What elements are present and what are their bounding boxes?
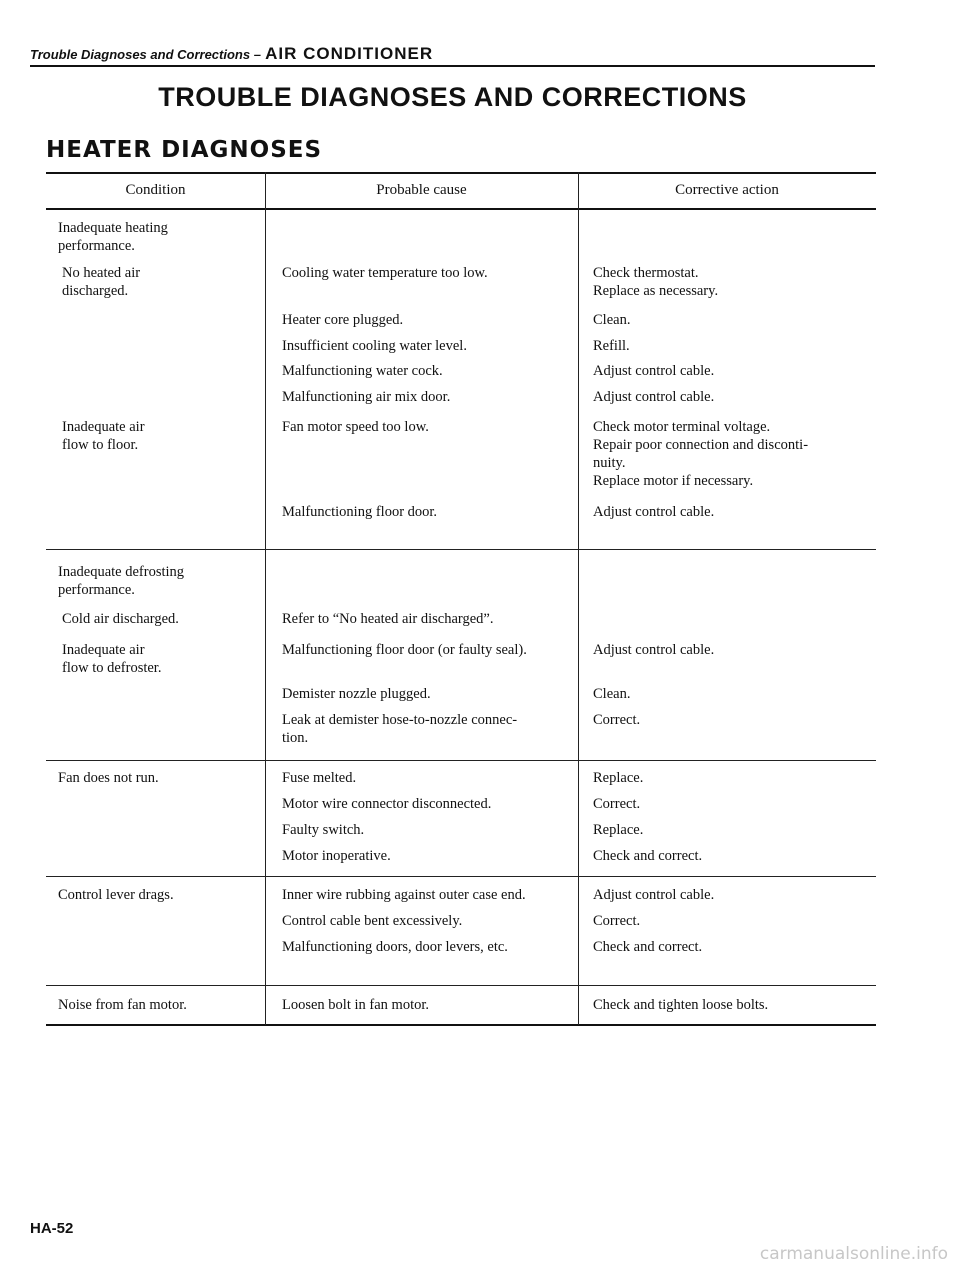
action-item: Refill.	[593, 338, 630, 354]
action-item: Replace.	[593, 770, 644, 786]
cause-item: Motor inoperative.	[282, 848, 391, 864]
table-top-rule	[46, 172, 876, 174]
header-rule	[30, 65, 875, 67]
cause-item: Insufficient cooling water level.	[282, 338, 467, 354]
section-title: HEATER DIAGNOSES	[46, 137, 323, 163]
cause-item: Inner wire rubbing against outer case end.	[282, 887, 526, 903]
action-item: Correct.	[593, 712, 641, 728]
cause-item: Malfunctioning air mix door.	[282, 389, 451, 405]
action-item: Adjust control cable.	[593, 887, 715, 903]
condition-fan-not-run: Fan does not run.	[58, 770, 159, 786]
action-item: Clean.	[593, 312, 631, 328]
action-item: Clean.	[593, 686, 631, 702]
condition-heating: Inadequate heating performance.	[58, 220, 168, 254]
column-divider	[578, 172, 579, 1025]
table-header-rule	[46, 208, 876, 210]
running-head	[30, 44, 433, 64]
cause-item: Demister nozzle plugged.	[282, 686, 431, 702]
row-divider	[46, 549, 876, 550]
header-condition: Condition	[125, 182, 186, 198]
cause-item: Motor wire connector disconnected.	[282, 796, 492, 812]
running-head-section: Trouble Diagnoses and Corrections –	[30, 47, 261, 62]
watermark: carmanualsonline.info	[759, 1244, 948, 1264]
cause-item: Faulty switch.	[282, 822, 365, 838]
cause-item: Leak at demister hose-to-nozzle connec- tion.	[282, 712, 518, 746]
cause-item: Malfunctioning floor door (or faulty seal).	[282, 642, 527, 658]
action-item: Adjust control cable.	[593, 642, 715, 658]
running-head-chapter: AIR CONDITIONER	[265, 44, 434, 63]
condition-lever-drags: Control lever drags.	[58, 887, 174, 903]
cause-item: Control cable bent excessively.	[282, 913, 463, 929]
action-item: Adjust control cable.	[593, 363, 715, 379]
cause-item: Heater core plugged.	[282, 312, 404, 328]
action-item: Check motor terminal voltage. Repair poor connection and disconti- nuity. Replace motor if necessary.	[593, 419, 809, 489]
action-item: Adjust control cable.	[593, 389, 715, 405]
header-probable-cause: Probable cause	[376, 182, 467, 198]
cause-item: Malfunctioning doors, door levers, etc.	[282, 939, 508, 955]
cause-item: Cooling water temperature too low.	[282, 265, 488, 281]
row-divider	[46, 876, 876, 877]
action-item: Correct.	[593, 796, 641, 812]
action-item: Check and tighten loose bolts.	[593, 997, 769, 1013]
subcondition-floor-flow: Inadequate air flow to floor.	[62, 419, 145, 453]
row-divider	[46, 760, 876, 761]
action-item: Check and correct.	[593, 939, 703, 955]
action-item: Check thermostat. Replace as necessary.	[593, 265, 719, 299]
cause-item: Loosen bolt in fan motor.	[282, 997, 429, 1013]
subcondition-no-heated-air: No heated air discharged.	[62, 265, 141, 299]
condition-fan-noise: Noise from fan motor.	[58, 997, 187, 1013]
header-corrective-action: Corrective action	[675, 182, 779, 198]
page-number: HA-52	[30, 1220, 74, 1237]
table-bottom-rule	[46, 1024, 876, 1026]
action-item: Adjust control cable.	[593, 504, 715, 520]
column-divider	[265, 172, 266, 1025]
cause-item: Fuse melted.	[282, 770, 357, 786]
page-title: TROUBLE DIAGNOSES AND CORRECTIONS	[158, 82, 747, 112]
action-item: Replace.	[593, 822, 644, 838]
cause-item: Malfunctioning water cock.	[282, 363, 443, 379]
cause-item: Fan motor speed too low.	[282, 419, 429, 435]
condition-defrosting: Inadequate defrosting performance.	[58, 564, 185, 598]
cause-item: Refer to “No heated air discharged”.	[282, 611, 494, 627]
cause-item: Malfunctioning floor door.	[282, 504, 438, 520]
action-item: Correct.	[593, 913, 641, 929]
action-item: Check and correct.	[593, 848, 703, 864]
row-divider	[46, 985, 876, 986]
subcondition-defroster-flow: Inadequate air flow to defroster.	[62, 642, 162, 676]
subcondition-cold-air: Cold air discharged.	[62, 611, 179, 627]
